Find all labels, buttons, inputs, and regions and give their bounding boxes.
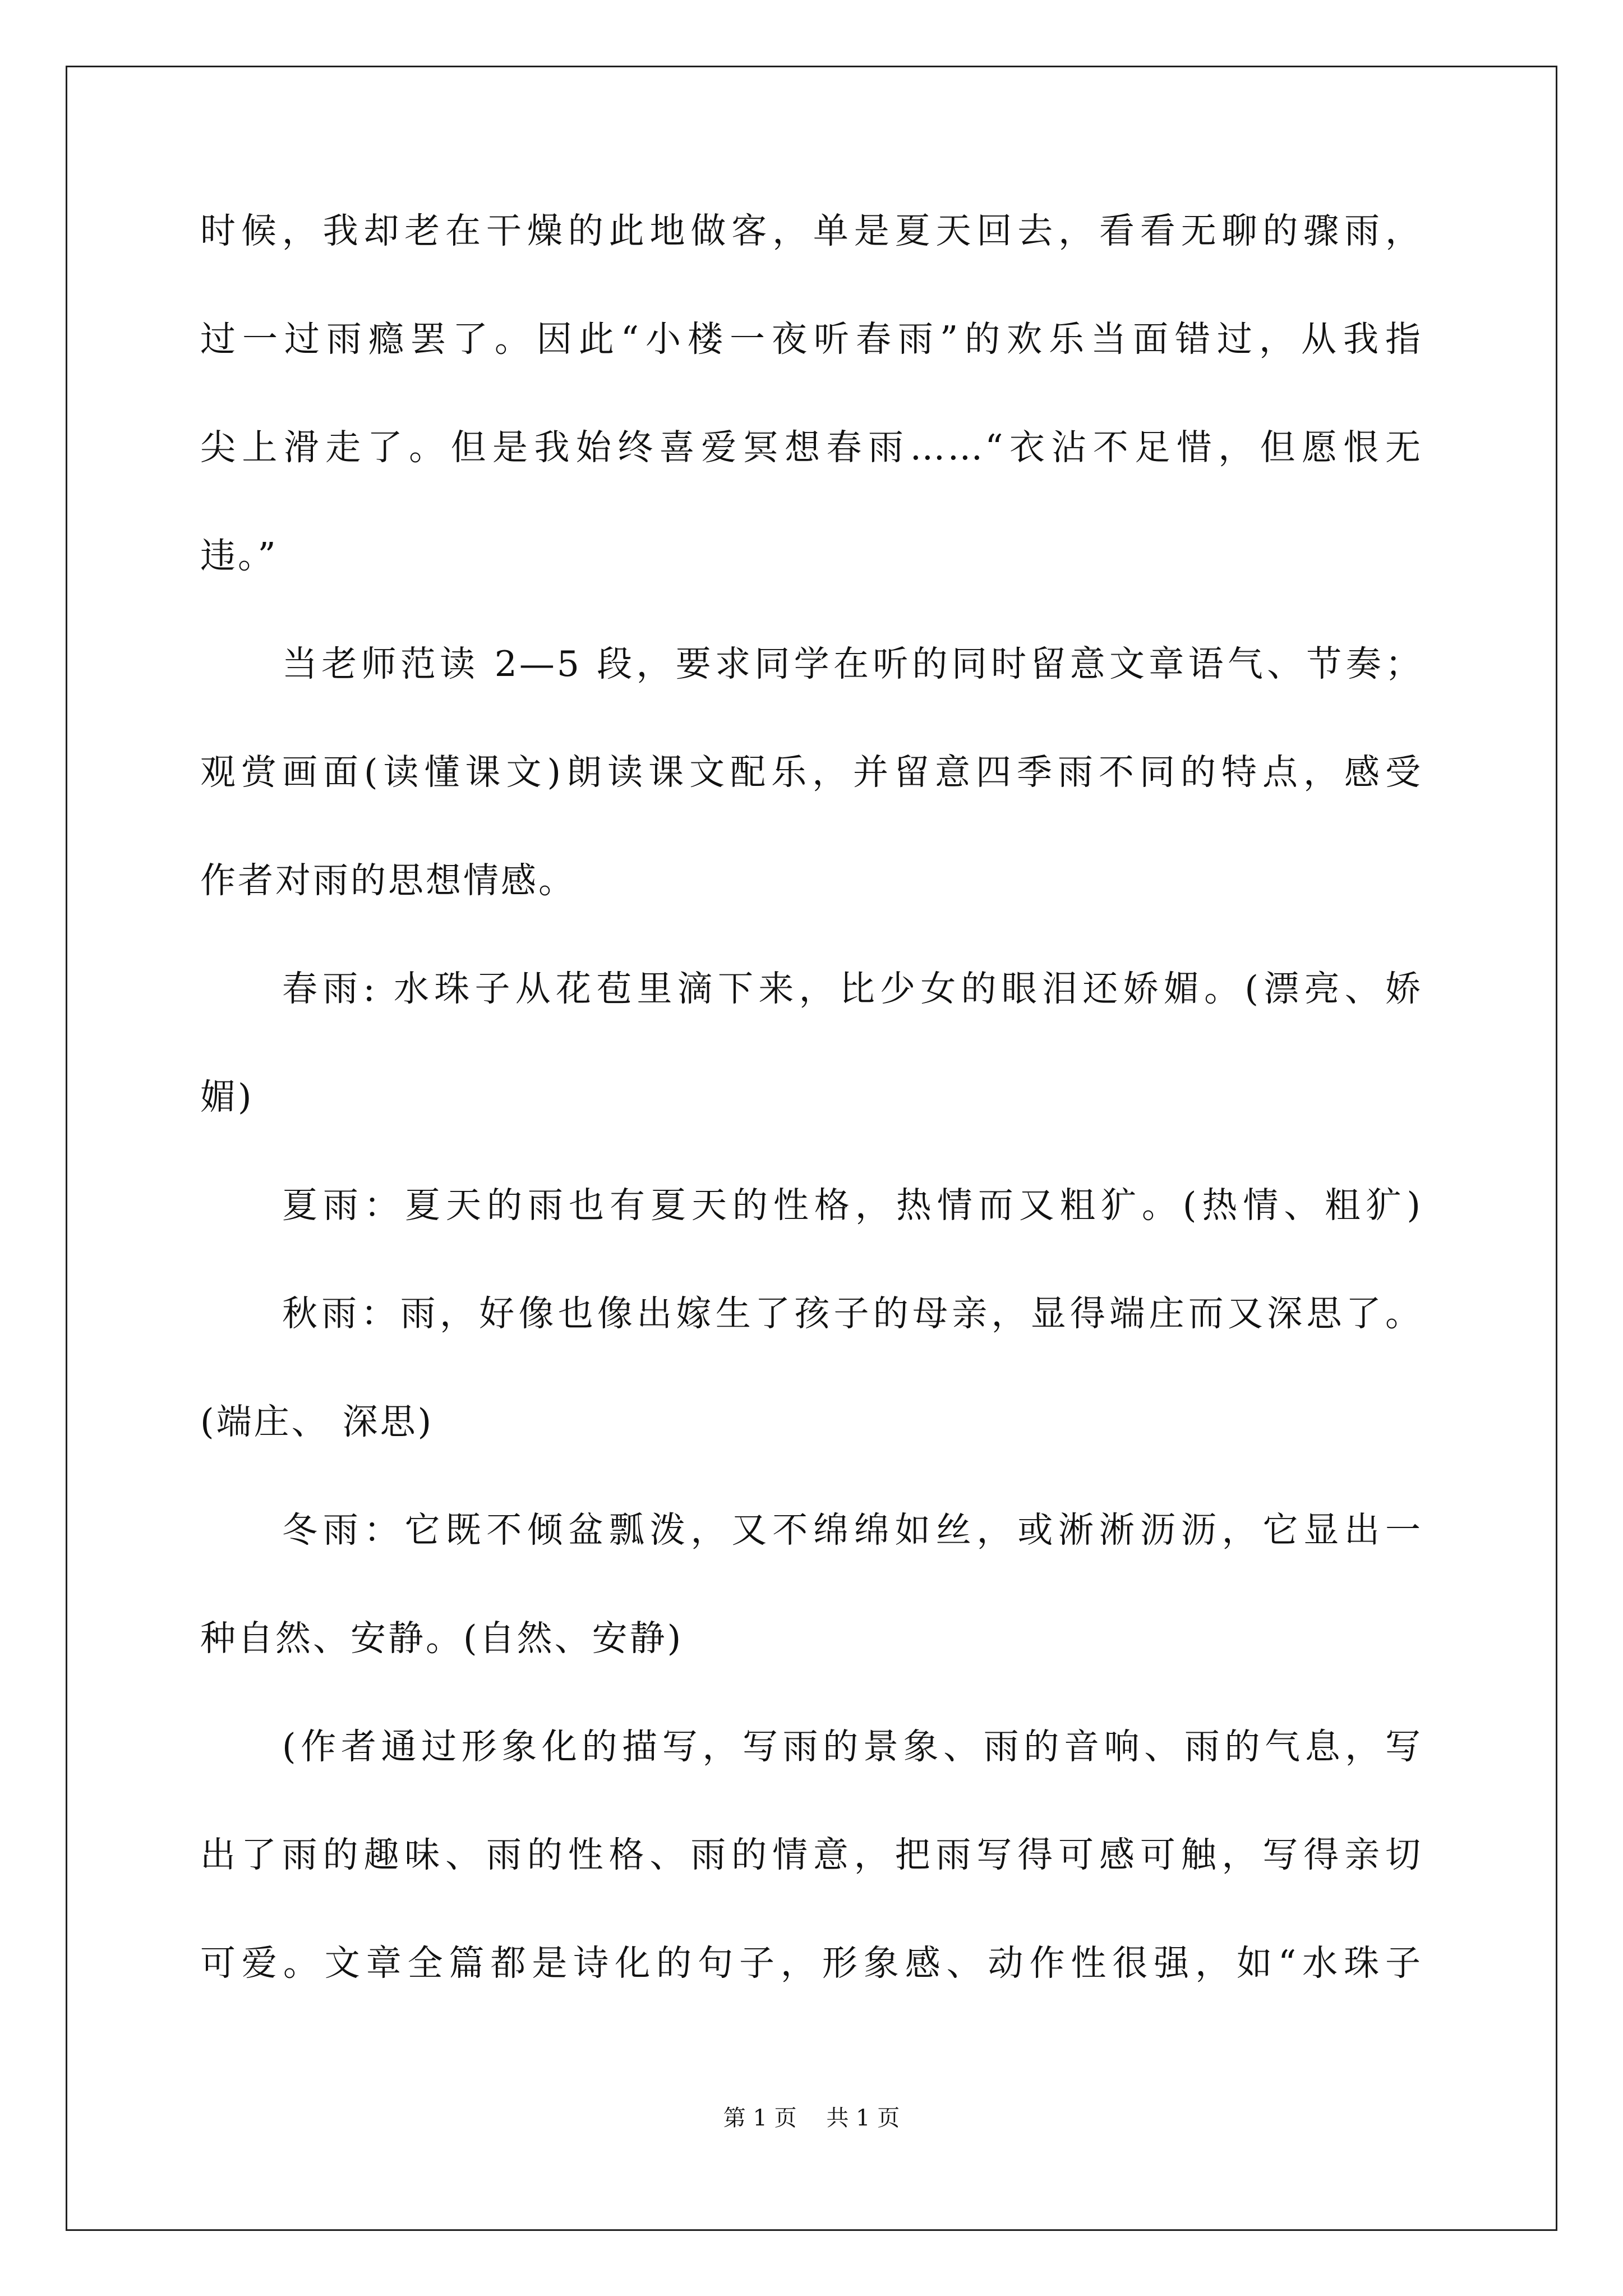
text-line: 可爱。文章全篇都是诗化的句子，形象感、动作性很强，如“水珠子 <box>200 1943 1423 1984</box>
text-line: 作者对雨的思想情感。 <box>200 860 576 901</box>
paragraph-start-line: (作者通过形象化的描写，写雨的景象、雨的音响、雨的气息，写 <box>282 1726 1423 1767</box>
document-body <box>200 210 1423 2054</box>
text-line: 种自然、安静。(自然、安静) <box>200 1618 684 1659</box>
text-line: 媚) <box>200 1076 254 1117</box>
paragraph-start-line: 春雨: 水珠子从花苞里滴下来，比少女的眼泪还娇媚。(漂亮、娇 <box>282 968 1423 1009</box>
text-line: 时候，我却老在干燥的此地做客，单是夏天回去，看看无聊的骤雨， <box>200 210 1423 251</box>
text-line: 过一过雨瘾罢了。因此“小楼一夜听春雨”的欢乐当面错过，从我指 <box>200 319 1423 360</box>
paragraph-start-line: 夏雨：夏天的雨也有夏天的性格，热情而又粗犷。(热情、粗犷) <box>282 1185 1423 1226</box>
paragraph-start-line: 冬雨：它既不倾盆瓢泼，又不绵绵如丝，或淅淅沥沥，它显出一 <box>282 1510 1423 1550</box>
paragraph-start-line: 当老师范读 2—5 段，要求同学在听的同时留意文章语气、节奏； <box>282 643 1423 684</box>
text-line: 尖上滑走了。但是我始终喜爱冥想春雨……“衣沾不足惜，但愿恨无 <box>200 427 1423 468</box>
page-footer: 第 1 页 共 1 页 <box>723 2105 900 2131</box>
text-line: 违。” <box>200 535 278 576</box>
text-line: (端庄、 深思) <box>200 1401 434 1442</box>
text-line: 观赏画面(读懂课文)朗读课文配乐，并留意四季雨不同的特点，感受 <box>200 752 1423 793</box>
paragraph-start-line: 秋雨：雨，好像也像出嫁生了孩子的母亲，显得端庄而又深思了。 <box>282 1293 1423 1334</box>
text-line: 出了雨的趣味、雨的性格、雨的情意，把雨写得可感可触，写得亲切 <box>200 1834 1423 1875</box>
